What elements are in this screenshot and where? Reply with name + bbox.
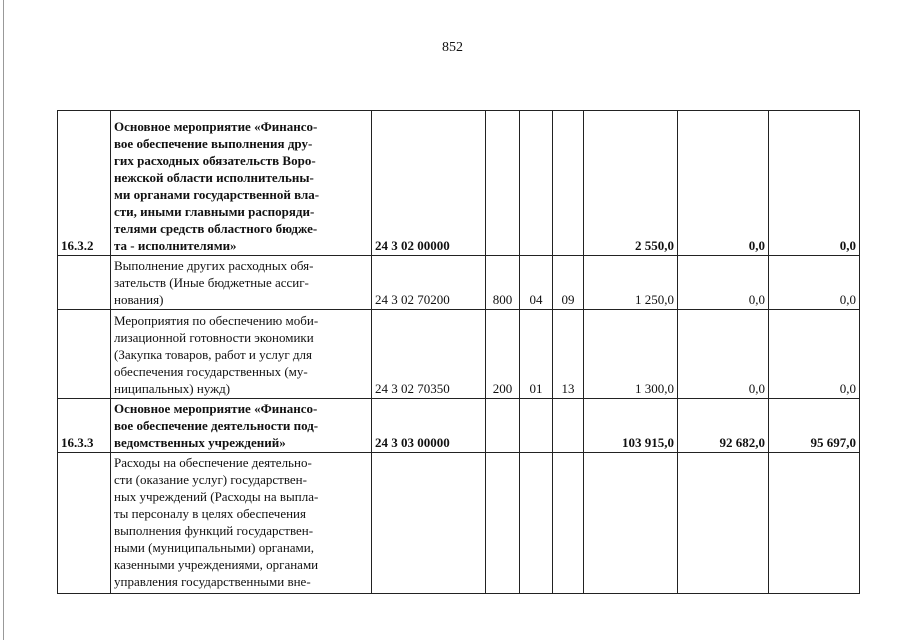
row-rz bbox=[520, 111, 553, 256]
row-code: 24 3 03 00000 bbox=[372, 399, 486, 453]
row-code: 24 3 02 70350 bbox=[372, 310, 486, 399]
row-value-2: 0,0 bbox=[678, 256, 769, 310]
row-value-3: 0,0 bbox=[769, 111, 860, 256]
row-pr bbox=[553, 399, 584, 453]
row-value-2: 0,0 bbox=[678, 310, 769, 399]
row-number: 16.3.2 bbox=[58, 111, 111, 256]
scan-edge-line bbox=[3, 0, 4, 640]
row-vr: 200 bbox=[486, 310, 520, 399]
row-value-3: 95 697,0 bbox=[769, 399, 860, 453]
row-code bbox=[372, 453, 486, 594]
row-number bbox=[58, 453, 111, 594]
row-name: Мероприятия по обеспечению моби- лизационной готовности экономики (Закупка товаров, работ и услуг для обеспечения государственных (му- ниципальных) нужд) bbox=[111, 310, 372, 399]
row-number: 16.3.3 bbox=[58, 399, 111, 453]
row-rz: 01 bbox=[520, 310, 553, 399]
row-pr bbox=[553, 111, 584, 256]
table-row bbox=[58, 256, 860, 310]
table-row bbox=[58, 111, 860, 256]
row-value-1: 103 915,0 bbox=[584, 399, 678, 453]
row-number bbox=[58, 310, 111, 399]
row-value-2: 92 682,0 bbox=[678, 399, 769, 453]
table-row bbox=[58, 310, 860, 399]
table-row bbox=[58, 399, 860, 453]
row-vr bbox=[486, 111, 520, 256]
row-value-3: 0,0 bbox=[769, 256, 860, 310]
row-value-1: 1 250,0 bbox=[584, 256, 678, 310]
row-name: Основное мероприятие «Финансо- вое обеспечение деятельности под- ведомственных учреждений» bbox=[111, 399, 372, 453]
row-rz bbox=[520, 399, 553, 453]
row-value-1 bbox=[584, 453, 678, 594]
row-name: Выполнение других расходных обя- зательств (Иные бюджетные ассиг- нования) bbox=[111, 256, 372, 310]
row-value-2 bbox=[678, 453, 769, 594]
row-vr bbox=[486, 399, 520, 453]
row-name: Основное мероприятие «Финансо- вое обеспечение выполнения дру- гих расходных обязательств Воро- нежской области исполнительны- ми органами государственной вла- сти, иными главными распоряди- телями средств областного бюдже- та - исполнителями» bbox=[111, 111, 372, 256]
row-name: Расходы на обеспечение деятельно- сти (оказание услуг) государствен- ных учреждений (Расходы на выпла- ты персоналу в целях обеспечения выполнения функций государствен- ными (муниципальными) органами, казенными учреждениями, органами управления государственными вне- bbox=[111, 453, 372, 594]
row-number bbox=[58, 256, 111, 310]
row-pr bbox=[553, 453, 584, 594]
row-value-1: 1 300,0 bbox=[584, 310, 678, 399]
row-pr: 09 bbox=[553, 256, 584, 310]
row-vr bbox=[486, 453, 520, 594]
row-code: 24 3 02 00000 bbox=[372, 111, 486, 256]
row-value-2: 0,0 bbox=[678, 111, 769, 256]
row-rz bbox=[520, 453, 553, 594]
row-pr: 13 bbox=[553, 310, 584, 399]
row-value-3 bbox=[769, 453, 860, 594]
page-number: 852 bbox=[442, 40, 463, 55]
row-rz: 04 bbox=[520, 256, 553, 310]
table-row bbox=[58, 453, 860, 594]
row-code: 24 3 02 70200 bbox=[372, 256, 486, 310]
row-vr: 800 bbox=[486, 256, 520, 310]
row-value-3: 0,0 bbox=[769, 310, 860, 399]
budget-table bbox=[57, 110, 860, 594]
row-value-1: 2 550,0 bbox=[584, 111, 678, 256]
